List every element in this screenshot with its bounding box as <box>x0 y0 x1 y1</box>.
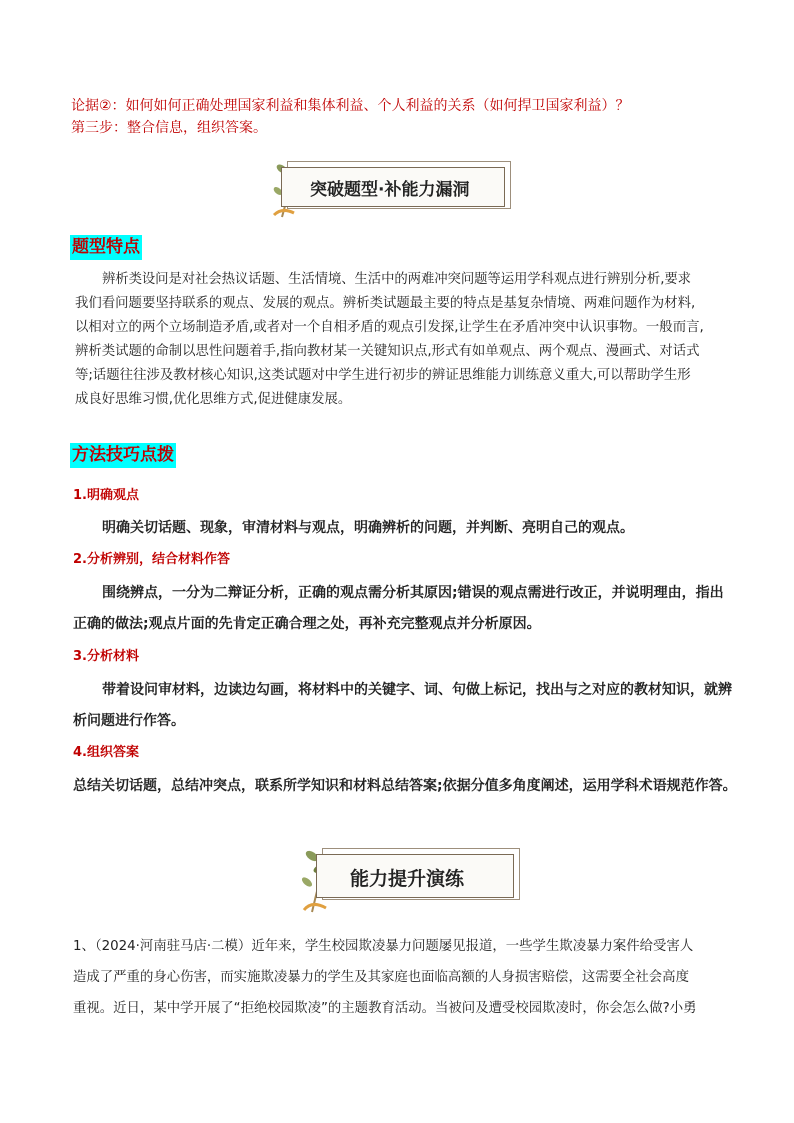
method-line: 明确关切话题、现象，审清材料与观点，明确辨析的问题，并判断、亮明自己的观点。 <box>102 520 634 536</box>
question-line: 造成了严重的身心伤害，而实施欺凌暴力的学生及其家庭也面临高额的人身损害赔偿，这需要全社会高度 <box>73 970 689 985</box>
paragraph-line: 辨析类设问是对社会热议话题、生活情境、生活中的两难冲突问题等运用学科观点进行辨别分析,要求 <box>102 272 691 287</box>
section-tag-features: 题型特点 <box>70 235 142 260</box>
paragraph-line: 辨析类试题的命制以思性问题着手,指向教材某一关键知识点,形式有如单观点、两个观点、漫画式、对话式 <box>75 344 700 359</box>
method-head-2: 2.分析辨别，结合材料作答 <box>73 552 230 567</box>
intro-line-2: 第三步：整合信息，组织答案。 <box>71 120 267 136</box>
question-1 <box>73 937 697 1019</box>
paragraph-line: 以相对立的两个立场制造矛盾,或者对一个自相矛盾的观点引发探,让学生在矛盾冲突中认识事物。一般而言, <box>75 320 704 335</box>
method-line: 带着设问审材料，边读边勾画，将材料中的关键字、词、句做上标记，找出与之对应的教材知识，就辨 <box>102 682 732 698</box>
paragraph-line: 等;话题往往涉及教材核心知识,这类试题对中学生进行初步的辨证思维能力训练意义重大,可以帮助学生形 <box>75 368 691 383</box>
section-tag-methods: 方法技巧点拨 <box>70 443 176 468</box>
intro-line-1: 论据②：如何如何正确处理国家利益和集体利益、个人利益的关系（如何捍卫国家利益）？ <box>71 98 630 114</box>
method-head-4: 4.组织答案 <box>73 745 139 760</box>
banner-title: 能力提升演练 <box>350 868 465 890</box>
method-line: 围绕辨点，一分为二辩证分析，正确的观点需分析其原因;错误的观点需进行改正，并说明理由，指出 <box>102 585 724 601</box>
features-paragraph <box>75 270 704 410</box>
method-line: 总结关切话题，总结冲突点，联系所学知识和材料总结答案;依据分值多角度阐述，运用学科术语规范作答。 <box>73 778 737 794</box>
method-head-1: 1.明确观点 <box>73 488 139 503</box>
paragraph-line: 我们看问题要坚持联系的观点、发展的观点。辨析类试题最主要的特点是基复杂情境、两难问题作为材料, <box>75 296 696 311</box>
question-line: 1、（2024·河南驻马店·二模）近年来，学生校园欺凌暴力问题屡见报道，一些学生欺凌暴力案件给受害人 <box>73 939 694 954</box>
banner-title: 突破题型·补能力漏洞 <box>310 180 470 200</box>
paragraph-line: 成良好思维习惯,优化思维方式,促进健康发展。 <box>75 392 352 407</box>
method-line: 析问题进行作答。 <box>73 713 185 729</box>
method-line: 正确的做法;观点片面的先肯定正确合理之处，再补充完整观点并分析原因。 <box>73 616 541 632</box>
method-head-3: 3.分析材料 <box>73 649 139 664</box>
question-line: 重视。近日，某中学开展了“拒绝校园欺凌”的主题教育活动。当被问及遭受校园欺凌时，你会怎么做?小勇 <box>73 1001 697 1016</box>
